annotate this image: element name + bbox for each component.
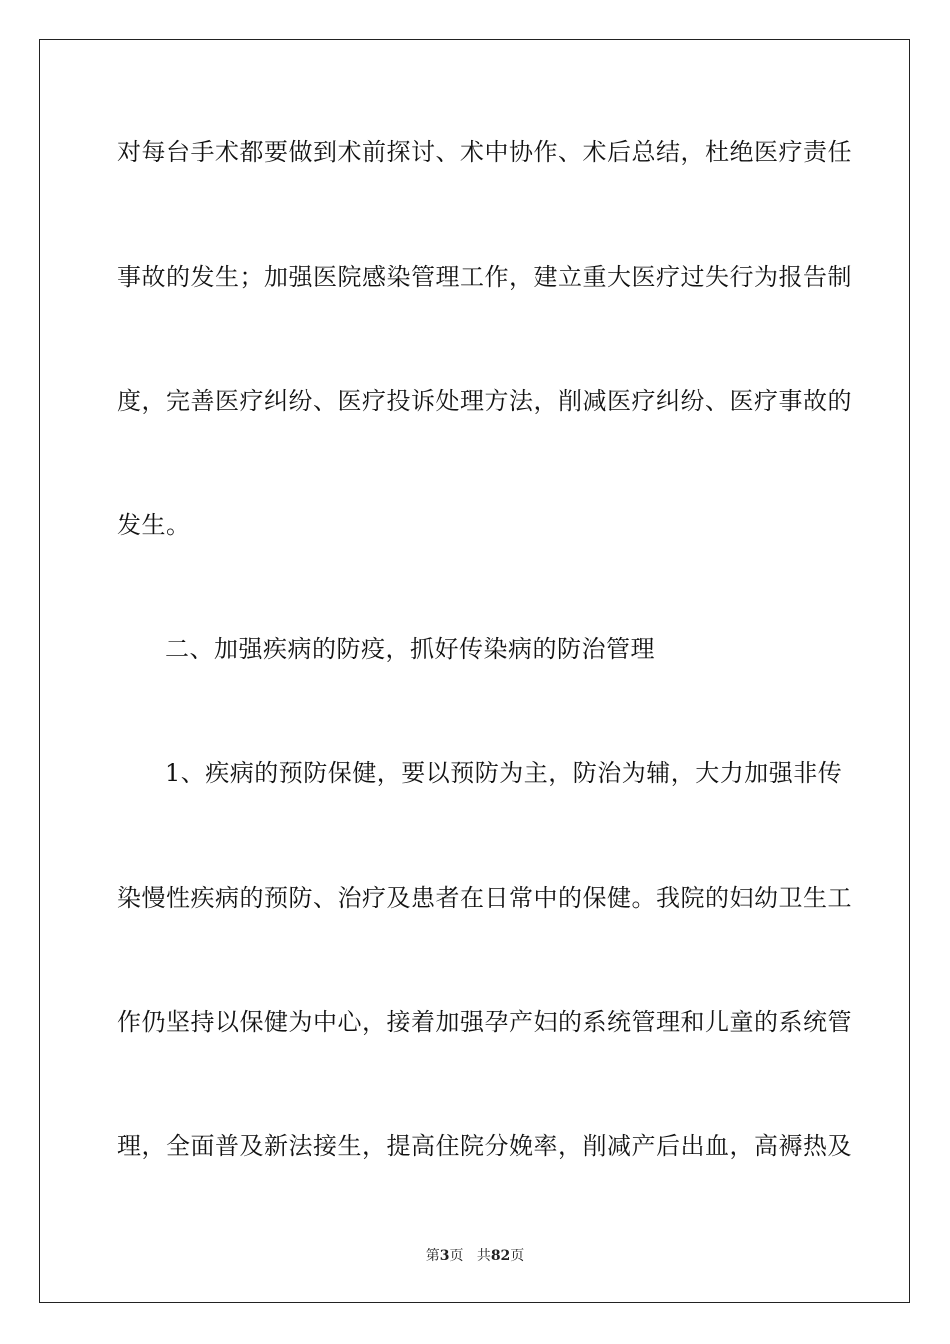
page-footer	[0, 1246, 950, 1266]
section-heading: 二、加强疾病的防疫，抓好传染病的防治管理	[165, 635, 655, 663]
body-line-4: 发生。	[117, 511, 191, 539]
body-line-8: 作仍坚持以保健为中心，接着加强孕产妇的系统管理和儿童的系统管	[117, 1008, 852, 1036]
page-border	[39, 39, 910, 1303]
page-prefix: 第	[425, 1248, 440, 1264]
total-pages: 82	[490, 1248, 511, 1264]
body-line-9: 理，全面普及新法接生，提高住院分娩率，削减产后出血，高褥热及	[117, 1132, 852, 1160]
total-prefix: 共	[476, 1248, 491, 1264]
body-line-1: 对每台手术都要做到术前探讨、术中协作、术后总结，杜绝医疗责任	[117, 138, 852, 166]
body-line-3: 度，完善医疗纠纷、医疗投诉处理方法，削减医疗纠纷、医疗事故的	[117, 387, 852, 415]
page-suffix: 页	[449, 1248, 464, 1264]
body-line-6: 1、疾病的预防保健，要以预防为主，防治为辅，大力加强非传	[165, 759, 843, 787]
body-line-2: 事故的发生；加强医院感染管理工作，建立重大医疗过失行为报告制	[117, 263, 852, 291]
page-number: 3	[439, 1248, 450, 1264]
body-line-7: 染慢性疾病的预防、治疗及患者在日常中的保健。我院的妇幼卫生工	[117, 884, 852, 912]
total-suffix: 页	[510, 1248, 525, 1264]
